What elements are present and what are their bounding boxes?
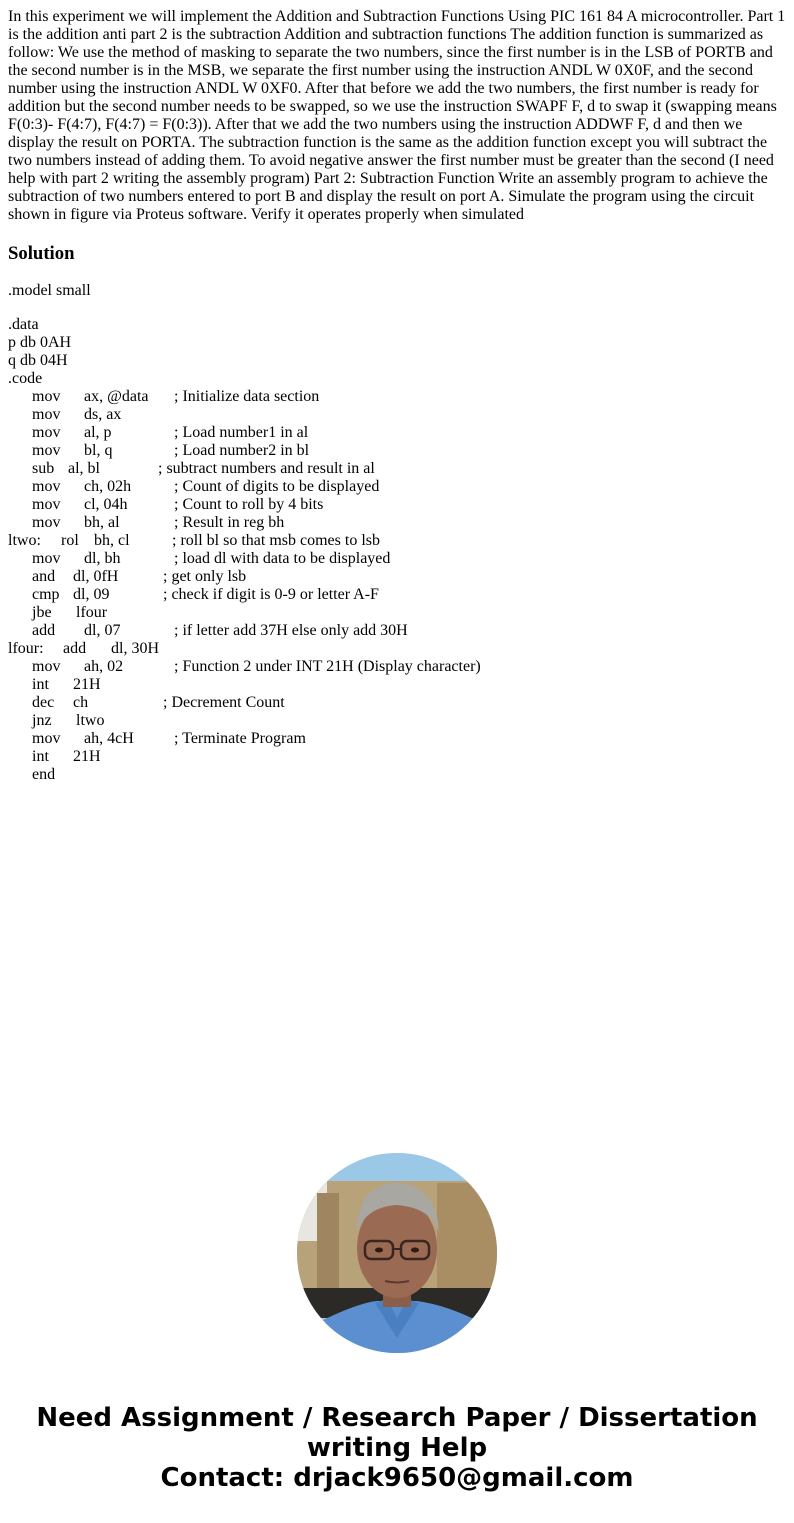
code-line bbox=[8, 352, 481, 370]
code-opcode: end bbox=[32, 766, 56, 783]
code-operands: al, bl bbox=[68, 460, 100, 477]
code-line bbox=[8, 550, 481, 568]
code-lines bbox=[8, 316, 481, 784]
code-directive: p db 0AH bbox=[8, 334, 72, 351]
code-line bbox=[8, 766, 481, 784]
code-opcode: add bbox=[63, 640, 87, 657]
code-comment: ; Load number2 in bl bbox=[174, 442, 310, 459]
code-comment: ; if letter add 37H else only add 30H bbox=[174, 622, 408, 639]
code-operands: 21H bbox=[73, 748, 101, 765]
code-operands: bl, q bbox=[84, 442, 113, 459]
code-line bbox=[8, 712, 481, 730]
code-line bbox=[8, 532, 481, 550]
code-directive: q db 04H bbox=[8, 352, 68, 369]
code-operands: dl, 09 bbox=[73, 586, 110, 603]
code-operands: ah, 02 bbox=[84, 658, 124, 675]
code-operands: bh, al bbox=[84, 514, 120, 531]
code-line bbox=[8, 388, 481, 406]
code-blank-line bbox=[8, 300, 481, 316]
code-opcode: mov bbox=[32, 478, 61, 495]
code-opcode: rol bbox=[61, 532, 79, 549]
code-operands: ds, ax bbox=[84, 406, 122, 423]
promo-banner bbox=[0, 1403, 794, 1493]
code-comment: ; check if digit is 0-9 or letter A-F bbox=[163, 586, 379, 603]
code-comment: ; load dl with data to be displayed bbox=[174, 550, 391, 567]
code-line bbox=[8, 730, 481, 748]
code-line bbox=[8, 568, 481, 586]
solution-code bbox=[8, 282, 481, 784]
code-line bbox=[8, 316, 481, 334]
code-operands: ch bbox=[73, 694, 89, 711]
code-line bbox=[8, 694, 481, 712]
code-line bbox=[8, 370, 481, 388]
code-operands: dl, bh bbox=[84, 550, 121, 567]
code-comment: ; Function 2 under INT 21H (Display character) bbox=[174, 658, 481, 675]
code-operands: ax, @data bbox=[84, 388, 149, 405]
code-opcode: dec bbox=[32, 694, 55, 711]
code-operands: dl, 0fH bbox=[73, 568, 119, 585]
code-label: lfour: bbox=[8, 640, 44, 657]
code-opcode: int bbox=[32, 676, 49, 693]
code-line bbox=[8, 586, 481, 604]
code-opcode: sub bbox=[32, 460, 55, 477]
code-opcode: mov bbox=[32, 730, 61, 747]
code-opcode: mov bbox=[32, 514, 61, 531]
code-opcode: mov bbox=[32, 658, 61, 675]
code-line bbox=[8, 334, 481, 352]
code-opcode: jnz bbox=[32, 712, 52, 729]
code-operands: dl, 30H bbox=[111, 640, 159, 657]
code-operands: bh, cl bbox=[94, 532, 130, 549]
code-line bbox=[8, 640, 481, 658]
code-operands: 21H bbox=[73, 676, 101, 693]
code-line bbox=[8, 676, 481, 694]
code-comment: ; subtract numbers and result in al bbox=[158, 460, 375, 477]
code-comment: ; Initialize data section bbox=[174, 388, 320, 405]
code-line bbox=[8, 496, 481, 514]
code-line bbox=[8, 406, 481, 424]
question-text: In this experiment we will implement the Addition and Subtraction Functions Using PIC 161 84 A microcontroller. Part 1 is the addition anti part 2 is the subtraction Addition and subtraction functions The addition function is summarized as follow: We use the method of masking to separate the two numbers, since the first number is in the LSB of PORTB and the second number is in the MSB, we separate the first number using the instruction ANDL W 0X0F, and the second number using the instruction ANDL W 0XF0. After that before we add the two numbers, the first number is ready for addition but the second number needs to be swapped, so we use the instruction SWAPF F, d to swap it (swapping means F(0:3)- F(4:7), F(4:7) = F(0:3)). After that we add the two numbers using the instruction ADDWF F, d and then we display the result on PORTA. The subtraction function is the same as the addition function except you will subtract the two numbers instead of adding them. To avoid negative answer the first number must be greater than the second (I need help with part 2 writing the assembly program) Part 2: Subtraction Function Write an assembly program to achieve the subtraction of two numbers entered to port B and display the result on port A. Simulate the program using the circuit shown in figure via Proteus software. Verify it operates properly when simulated bbox=[8, 8, 786, 223]
code-operands: al, p bbox=[84, 424, 112, 441]
code-operands: ah, 4cH bbox=[84, 730, 134, 747]
code-opcode: mov bbox=[32, 388, 61, 405]
code-comment: ; Load number1 in al bbox=[174, 424, 309, 441]
code-opcode: mov bbox=[32, 550, 61, 567]
code-line bbox=[8, 514, 481, 532]
code-operands: ch, 02h bbox=[84, 478, 132, 495]
code-line bbox=[8, 460, 481, 478]
code-line bbox=[8, 424, 481, 442]
code-comment: ; Count to roll by 4 bits bbox=[174, 496, 324, 513]
code-opcode: int bbox=[32, 748, 49, 765]
code-opcode: add bbox=[32, 622, 56, 639]
code-comment: ; roll bl so that msb comes to lsb bbox=[172, 532, 380, 549]
promo-line-1: Need Assignment / Research Paper / Dissertation bbox=[36, 1403, 758, 1433]
solution-heading: Solution bbox=[8, 243, 75, 264]
author-avatar bbox=[297, 1153, 497, 1353]
code-comment: ; Decrement Count bbox=[163, 694, 285, 711]
code-operands: lfour bbox=[76, 604, 108, 621]
code-opcode: mov bbox=[32, 496, 61, 513]
code-model-line: .model small bbox=[8, 282, 91, 299]
code-operands: cl, 04h bbox=[84, 496, 128, 513]
code-opcode: cmp bbox=[32, 586, 60, 603]
code-opcode: mov bbox=[32, 424, 61, 441]
code-line bbox=[8, 478, 481, 496]
promo-line-2: writing Help bbox=[306, 1433, 488, 1463]
code-comment: ; Terminate Program bbox=[174, 730, 306, 747]
code-directive: .data bbox=[8, 316, 39, 333]
code-line bbox=[8, 604, 481, 622]
code-opcode: jbe bbox=[32, 604, 52, 621]
author-photo-icon bbox=[297, 1153, 497, 1353]
code-directive: .code bbox=[8, 370, 43, 387]
promo-contact: Contact: drjack9650@gmail.com bbox=[160, 1463, 634, 1493]
code-line bbox=[8, 622, 481, 640]
code-operands: ltwo bbox=[76, 712, 105, 729]
code-comment: ; get only lsb bbox=[163, 568, 247, 585]
code-comment: ; Count of digits to be displayed bbox=[174, 478, 380, 495]
code-line bbox=[8, 442, 481, 460]
code-opcode: mov bbox=[32, 442, 61, 459]
code-comment: ; Result in reg bh bbox=[174, 514, 285, 531]
code-opcode: and bbox=[32, 568, 56, 585]
code-operands: dl, 07 bbox=[84, 622, 121, 639]
code-label: ltwo: bbox=[8, 532, 41, 549]
code-line bbox=[8, 658, 481, 676]
code-opcode: mov bbox=[32, 406, 61, 423]
code-line bbox=[8, 748, 481, 766]
